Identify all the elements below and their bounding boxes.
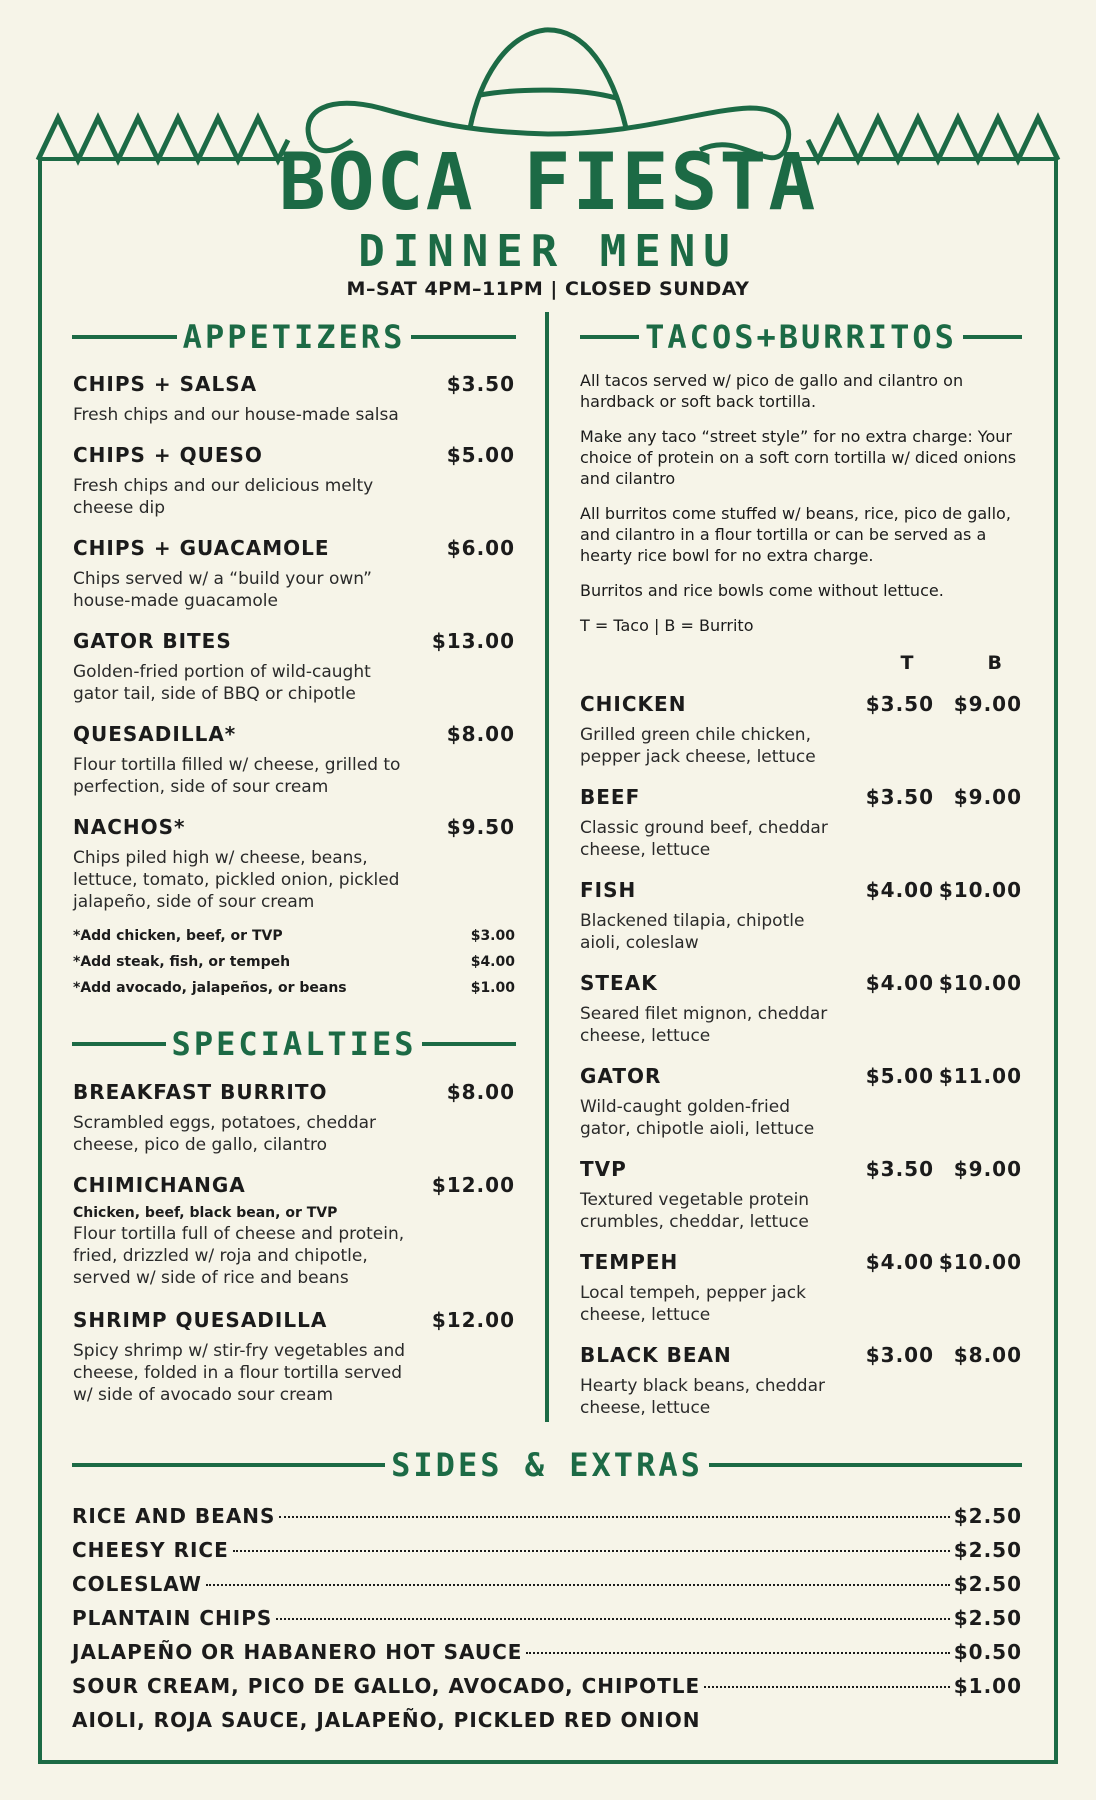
item-description: Fresh chips and our house-made salsa	[73, 405, 399, 425]
side-price: $1.00	[953, 1674, 1022, 1698]
specialties-section	[73, 1080, 515, 1410]
item-name: FISH	[580, 878, 637, 902]
price-column-headers	[880, 652, 1022, 674]
item-description: Chips piled high w/ cheese, beans, lettuce, tomato, pickled onion, pickled jalapeño, side of sour cream	[73, 848, 400, 912]
side-name: AIOLI, ROJA SAUCE, JALAPEÑO, PICKLED RED ONION	[72, 1708, 701, 1732]
restaurant-name: BOCA FIESTA	[278, 138, 818, 228]
burrito-price: $9.00	[953, 1157, 1022, 1181]
sides-extras-heading: SIDES & EXTRAS	[72, 1446, 1022, 1484]
menu-item	[580, 785, 1022, 861]
item-description: Wild-caught golden-fried gator, chipotle aioli, lettuce	[580, 1097, 815, 1139]
menu-item	[73, 815, 515, 913]
side-price: $0.50	[953, 1640, 1022, 1664]
item-name: TVP	[580, 1157, 627, 1181]
item-description: Spicy shrimp w/ stir-fry vegetables and cheese, folded in a flour tortilla served w/ side of avocado sour cream	[73, 1341, 406, 1405]
item-name: NACHOS*	[73, 815, 186, 839]
item-name: GATOR	[580, 1064, 662, 1088]
burrito-price: $9.00	[953, 692, 1022, 716]
taco-price: $3.00	[865, 1343, 934, 1367]
item-description: Chips served w/ a “build your own” house-made guacamole	[73, 569, 372, 611]
side-price: $2.50	[953, 1504, 1022, 1528]
item-description: Flour tortilla full of cheese and protein, fried, drizzled w/ roja and chipotle, served w/ side of rice and beans	[73, 1224, 405, 1288]
menu-item	[580, 1250, 1022, 1326]
item-description: Grilled green chile chicken, pepper jack cheese, lettuce	[580, 725, 816, 767]
tacos-burritos-list	[580, 692, 1022, 1432]
side-item	[72, 1640, 1022, 1664]
taco-price: $3.50	[865, 785, 934, 809]
side-name: PLANTAIN CHIPS	[72, 1606, 273, 1630]
item-name: CHIPS + GUACAMOLE	[73, 536, 330, 560]
menu-item	[73, 536, 515, 612]
intro-paragraph: All tacos served w/ pico de gallo and cilantro on hardback or soft back tortilla.	[580, 371, 964, 411]
menu-item	[580, 1157, 1022, 1233]
menu-item	[580, 1064, 1022, 1140]
side-price: $2.50	[953, 1538, 1022, 1562]
burrito-price: $11.00	[938, 1064, 1022, 1088]
side-price: $2.50	[953, 1572, 1022, 1596]
item-name: GATOR BITES	[73, 629, 232, 653]
addon-row: *Add avocado, jalapeños, or beans $1.00	[73, 980, 515, 996]
item-name: BREAKFAST BURRITO	[73, 1080, 328, 1104]
side-item	[72, 1708, 1022, 1732]
item-name: CHIPS + SALSA	[73, 372, 258, 396]
side-item	[72, 1504, 1022, 1528]
side-item	[72, 1674, 1022, 1698]
item-price: $8.00	[446, 722, 515, 746]
item-price: $5.00	[446, 443, 515, 467]
taco-price: $4.00	[865, 1250, 934, 1274]
item-description: Blackened tilapia, chipotle aioli, coleslaw	[580, 911, 805, 953]
menu-item	[73, 1308, 515, 1406]
sombrero-crown-icon	[470, 30, 626, 128]
side-price: $2.50	[953, 1606, 1022, 1630]
taco-price: $4.00	[865, 878, 934, 902]
menu-item	[580, 971, 1022, 1047]
item-price: $8.00	[446, 1080, 515, 1104]
item-name: SHRIMP QUESADILLA	[73, 1308, 328, 1332]
appetizers-section	[73, 372, 515, 1012]
menu-item	[580, 1343, 1022, 1419]
burrito-price: $10.00	[938, 1250, 1022, 1274]
side-name: SOUR CREAM, PICO DE GALLO, AVOCADO, CHIPOTLE	[72, 1674, 701, 1698]
item-description: Classic ground beef, cheddar cheese, lettuce	[580, 818, 828, 860]
item-name: BEEF	[580, 785, 641, 809]
burrito-column-label: B	[987, 652, 1002, 674]
intro-paragraph: All burritos come stuffed w/ beans, rice, pico de gallo, and cilantro in a flour tortilla or can be served as a hearty rice bowl for no extra charge.	[580, 504, 1011, 565]
specialties-heading: SPECIALTIES	[72, 1025, 516, 1063]
side-name: JALAPEÑO OR HABANERO HOT SAUCE	[72, 1640, 523, 1664]
item-note: Chicken, beef, black bean, or TVP	[73, 1205, 338, 1221]
burrito-price: $10.00	[938, 878, 1022, 902]
burrito-price: $9.00	[953, 785, 1022, 809]
menu-item	[580, 878, 1022, 954]
menu-item	[73, 722, 515, 798]
tacos-burritos-heading: TACOS+BURRITOS	[580, 318, 1022, 356]
taco-price: $5.00	[865, 1064, 934, 1088]
item-price: $12.00	[431, 1308, 515, 1332]
item-price: $13.00	[431, 629, 515, 653]
item-description: Golden-fried portion of wild-caught gator tail, side of BBQ or chipotle	[73, 662, 371, 704]
item-description: Scrambled eggs, potatoes, cheddar cheese, pico de gallo, cilantro	[73, 1113, 377, 1155]
item-name: CHICKEN	[580, 692, 687, 716]
tacos-intro	[580, 370, 1020, 650]
item-price: $3.50	[446, 372, 515, 396]
column-divider	[545, 312, 549, 1422]
addon-row: *Add chicken, beef, or TVP $3.00	[73, 928, 515, 944]
item-description: Seared filet mignon, cheddar cheese, lettuce	[580, 1004, 828, 1046]
intro-paragraph: Burritos and rice bowls come without lettuce.	[580, 581, 944, 600]
appetizers-heading: APPETIZERS	[72, 318, 516, 356]
menu-item	[73, 1173, 515, 1289]
taco-price: $4.00	[865, 971, 934, 995]
taco-price: $3.50	[865, 692, 934, 716]
intro-paragraph: Make any taco “street style” for no extra charge: Your choice of protein on a soft corn tortilla w/ diced onions and cilantro	[580, 427, 1017, 488]
side-item	[72, 1572, 1022, 1596]
side-name: CHEESY RICE	[72, 1538, 229, 1562]
item-price: $6.00	[446, 536, 515, 560]
item-price: $12.00	[431, 1173, 515, 1197]
menu-subtitle: DINNER MENU	[358, 226, 738, 277]
item-name: CHIPS + QUESO	[73, 443, 263, 467]
menu-item	[73, 443, 515, 519]
legend-key: T = Taco | B = Burrito	[580, 616, 754, 635]
burrito-price: $10.00	[938, 971, 1022, 995]
item-name: CHIMICHANGA	[73, 1173, 246, 1197]
side-name: RICE AND BEANS	[72, 1504, 276, 1528]
opening-hours: M–SAT 4PM–11PM | CLOSED SUNDAY	[346, 278, 750, 300]
menu-item	[73, 372, 515, 426]
side-item	[72, 1606, 1022, 1630]
menu-item	[73, 1080, 515, 1156]
burrito-price: $8.00	[953, 1343, 1022, 1367]
item-price: $9.50	[446, 815, 515, 839]
side-item	[72, 1538, 1022, 1562]
item-description: Textured vegetable protein crumbles, cheddar, lettuce	[580, 1190, 810, 1232]
item-name: BLACK BEAN	[580, 1343, 732, 1367]
side-name: COLESLAW	[72, 1572, 202, 1596]
item-description: Flour tortilla filled w/ cheese, grilled to perfection, side of sour cream	[73, 755, 401, 797]
menu-item	[73, 629, 515, 705]
addon-row: *Add steak, fish, or tempeh $4.00	[73, 954, 515, 970]
item-name: TEMPEH	[580, 1250, 679, 1274]
item-name: QUESADILLA*	[73, 722, 237, 746]
taco-price: $3.50	[865, 1157, 934, 1181]
taco-column-label: T	[900, 652, 914, 674]
item-name: STEAK	[580, 971, 658, 995]
menu-item	[580, 692, 1022, 768]
item-description: Fresh chips and our delicious melty cheese dip	[73, 476, 374, 518]
item-description: Hearty black beans, cheddar cheese, lettuce	[580, 1376, 825, 1418]
item-description: Local tempeh, pepper jack cheese, lettuce	[580, 1283, 806, 1325]
